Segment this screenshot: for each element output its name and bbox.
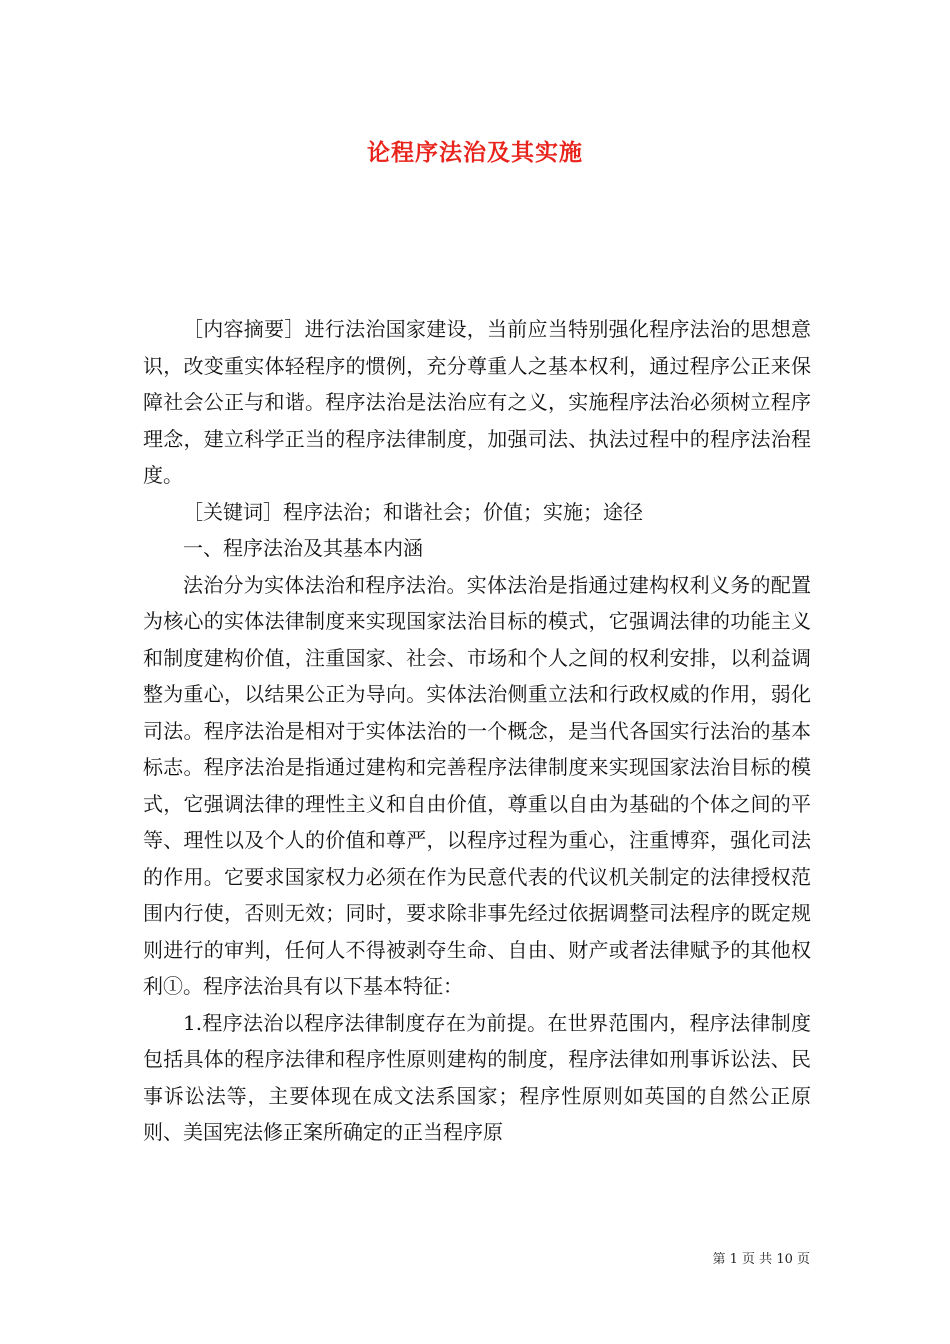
document-title: 论程序法治及其实施 [367, 139, 583, 166]
document-body [143, 311, 811, 1151]
body-paragraph: 法治分为实体法治和程序法治。实体法治是指通过建构权利义务的配置为核心的实体法律制度来实现国家法治目标的模式，它强调法律的功能主义和制度建构价值，注重国家、社会、市场和个人之间的权利安排，以利益调整为重心，以结果公正为导向。实体法治侧重立法和行政权威的作用，弱化司法。程序法治是相对于实体法治的一个概念，是当代各国实行法治的基本标志。程序法治是指通过建构和完善程序法律制度来实现国家法治目标的模式，它强调法律的理性主义和自由价值，尊重以自由为基础的个体之间的平等、理性以及个人的价值和尊严，以程序过程为重心，注重博弈，强化司法的作用。它要求国家权力必须在作为民意代表的代议机关制定的法律授权范围内行使，否则无效；同时，要求除非事先经过依据调整司法程序的既定规则进行的审判，任何人不得被剥夺生命、自由、财产或者法律赋予的其他权利①。程序法治具有以下基本特征： [143, 572, 811, 998]
abstract-paragraph: ［内容摘要］进行法治国家建设，当前应当特别强化程序法治的思想意识，改变重实体轻程序的惯例，充分尊重人之基本权利，通过程序公正来保障社会公正与和谐。程序法治是法治应有之义，实施程序法治必须树立程序理念，建立科学正当的程序法律制度，加强司法、执法过程中的程序法治程度。 [143, 317, 811, 487]
body-paragraph: 1.程序法治以程序法律制度存在为前提。在世界范围内，程序法律制度包括具体的程序法律和程序性原则建构的制度，程序法律如刑事诉讼法、民事诉讼法等，主要体现在成文法系国家；程序性原则如英国的自然公正原则、美国宪法修正案所确定的正当程序原 [143, 1010, 811, 1144]
page-number: 第 1 页 共 10 页 [712, 1252, 810, 1267]
keywords-paragraph: ［关键词］程序法治；和谐社会；价值；实施；途径 [183, 499, 643, 524]
section-heading: 一、程序法治及其基本内涵 [183, 536, 423, 560]
